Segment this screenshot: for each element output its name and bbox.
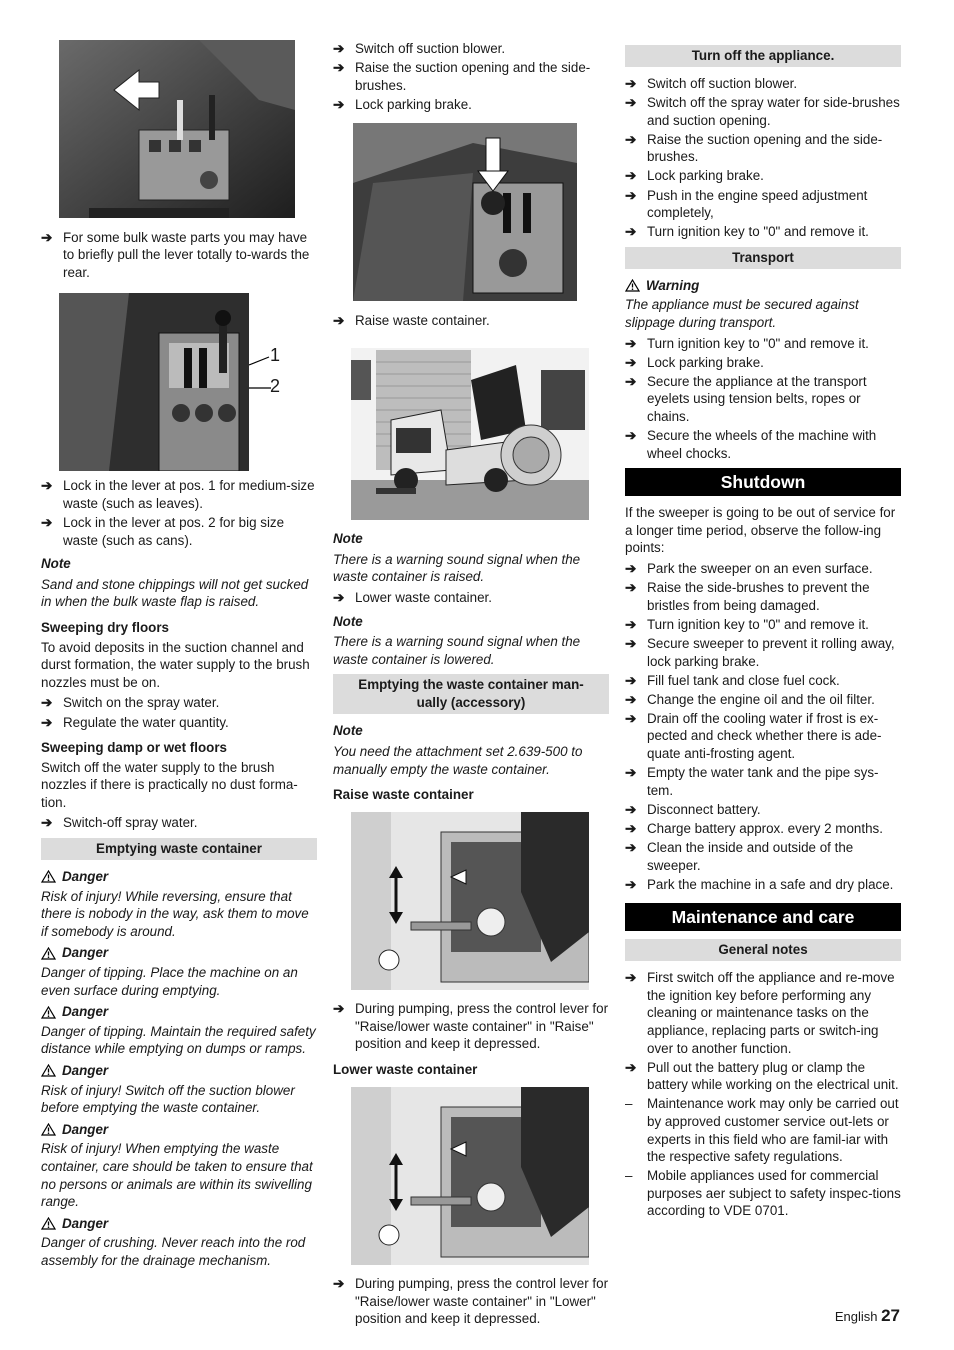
section-heading-general-notes: General notes [625,939,901,961]
section-heading-transport: Transport [625,247,901,269]
arrow-right-icon: ➔ [625,580,637,596]
arrow-right-icon: ➔ [625,131,637,147]
note-text: There is a warning sound signal when the waste container is raised. [333,551,581,585]
bullet-item: ➔ Regulate the water quantity. [41,714,229,730]
danger-label: Danger [41,944,317,962]
arrow-right-icon: ➔ [625,635,637,651]
warning-triangle-icon [41,870,56,883]
danger-text: Risk of injury! When emptying the waste container, care should be taken to ensure that no persons or animals are within its swivelling range. [41,1141,313,1210]
photo-pump-lower [351,1087,609,1270]
arrow-right-icon: ➔ [625,970,637,986]
shutdown-list [625,560,901,893]
danger-text: Danger of tipping. Place the machine on an even surface during emptying. [41,965,298,998]
callout-label-2: 2 [270,376,281,397]
note-label: Note [333,723,363,739]
bullet-item: ➔ Empty the water tank and the pipe sys-tem. [625,765,879,798]
warning-label: Warning [625,277,901,295]
note-label: Note [41,556,71,572]
section-heading-manual-emptying: Emptying the waste container man-ually (accessory) [333,674,609,714]
bullet-item: ➔ Lock in the lever at pos. 1 for medium-size waste (such as leaves). [41,478,315,511]
bullet-item: ➔ Switch off the spray water for side-brushes and suction opening. [625,95,900,128]
bullet-item: ➔ Secure the wheels of the machine with wheel chocks. [625,428,877,461]
arrow-right-icon: ➔ [333,41,345,56]
bullet-item: ➔ Secure the appliance at the transport eyelets using tension belts, ropes or chains. [625,373,867,424]
danger-text: Danger of crushing. Never reach into the rod assembly for the drainage mechanism. [41,1235,306,1268]
arrow-right-icon: ➔ [625,76,637,91]
arrow-right-icon: ➔ [625,187,637,203]
warning-text: The appliance must be secured against slippage during transport. [625,297,859,331]
arrow-right-icon: ➔ [41,515,53,531]
danger-text: Risk of injury! While reversing, ensure that there is nobody in the way, ask them to move if somebody is around. [41,888,309,939]
arrow-right-icon: ➔ [625,224,637,240]
bullet-item: ➔ Drain off the cooling water if frost is ex-pected and check whether there is ade-quate anti-frosting agent. [625,710,882,761]
column-right [625,40,901,1222]
warning-triangle-icon [41,1123,56,1136]
warning-triangle-icon [41,1006,56,1019]
arrow-right-icon: ➔ [625,876,637,892]
bullet-item: ➔ Switch-off spray water. [41,815,198,831]
bullet-item: ➔ First switch off the appliance and re-move the ignition key before performing any cleaning or maintenance tasks on the appliance, replacing parts or switch-ing over to another function. [625,970,895,1056]
chapter-heading-maintenance: Maintenance and care [625,903,901,931]
section-heading-emptying: Emptying waste container [41,838,317,860]
arrow-right-icon: ➔ [625,820,637,836]
bullet-item: ➔ During pumping, press the control lever for "Raise/lower waste container" in "Lower" position and keep it depressed. [333,1276,609,1327]
arrow-right-icon: ➔ [333,60,345,76]
bullet-item: ➔ Pull out the battery plug or clamp the battery while working on the electrical unit. [625,1059,899,1093]
arrow-right-icon: ➔ [625,710,637,726]
arrow-right-icon: ➔ [625,801,637,817]
paragraph: If the sweeper is going to be out of service for a longer time period, observe the follow-ing points: [625,505,896,556]
bullet-item: ➔ Park the sweeper on an even surface. [625,561,873,577]
note-label: Note [333,531,363,547]
arrow-right-icon: ➔ [625,428,637,444]
arrow-right-icon: ➔ [333,96,345,112]
paragraph: To avoid deposits in the suction channel and durst formation, the water supply to the brush nozzles must be on. [41,639,310,690]
warning-triangle-icon [41,1217,56,1230]
arrow-right-icon: ➔ [625,561,637,577]
arrow-right-icon: ➔ [625,765,637,781]
subheading-wet-floors: Sweeping damp or wet floors [41,740,228,756]
bullet-item: ➔ Raise the suction opening and the side-brushes. [333,60,591,93]
bullet-item: ➔ Lock parking brake. [625,168,764,184]
bullet-item: ➔ Lock parking brake. [625,354,764,370]
danger-label: Danger [41,1003,317,1021]
arrow-right-icon: ➔ [625,839,637,855]
bullet-item: ➔ Raise the suction opening and the side-brushes. [625,131,883,165]
warning-triangle-icon [41,1064,56,1077]
arrow-right-icon: ➔ [625,691,637,707]
dash-item: – Mobile appliances used for commercial purposes aer subject to safety inspec-tions according to VDE 0701. [625,1168,901,1219]
photo-lever-pull [59,40,317,223]
arrow-right-icon: ➔ [625,95,637,111]
transport-list [625,335,901,463]
bullet-item: ➔ Lock in the lever at pos. 2 for big size waste (such as cans). [41,515,285,548]
chapter-heading-shutdown: Shutdown [625,468,901,496]
subheading-raise-container: Raise waste container [333,787,474,803]
note-text: There is a warning sound signal when the waste container is lowered. [333,634,581,667]
bullet-item: ➔ Charge battery approx. every 2 months. [625,820,883,836]
danger-list [41,868,317,1269]
bullet-item: ➔ During pumping, press the control lever for "Raise/lower waste container" in "Raise" position and keep it depressed. [333,1001,609,1052]
section-heading-turn-off: Turn off the appliance. [625,45,901,67]
column-left [41,40,317,1273]
bullet-item: ➔ Switch off suction blower. [625,76,798,91]
photo-pump-raise [351,812,609,995]
footer-language: English [834,1309,878,1324]
arrow-right-icon: ➔ [333,1001,345,1017]
bullet-item: ➔ Change the engine oil and the oil filter. [625,691,875,707]
danger-label: Danger [41,1215,317,1233]
danger-text: Danger of tipping. Maintain the required safety distance while emptying on dumps or ramps. [41,1023,316,1057]
bullet-item: ➔ Park the machine in a safe and dry place. [625,876,894,892]
note-text: You need the attachment set 2.639-500 to manually empty the waste container. [333,743,583,777]
photo-operator-lever [353,123,609,306]
arrow-right-icon: ➔ [333,1276,345,1292]
bullet-item: ➔ Disconnect battery. [625,801,761,817]
subheading-lower-container: Lower waste container [333,1062,478,1078]
bullet-item: ➔ Fill fuel tank and close fuel cock. [625,672,840,688]
danger-label: Danger [41,868,317,886]
bullet-item: ➔ Turn ignition key to "0" and remove it. [625,224,869,240]
arrow-right-icon: ➔ [333,589,345,605]
note-text: Sand and stone chippings will not get sucked in when the bulk waste flap is raised. [41,576,309,610]
arrow-right-icon: ➔ [41,714,53,730]
danger-text: Risk of injury! Switch off the suction blower before emptying the waste container. [41,1082,295,1116]
bullet-item: ➔ Switch on the spray water. [41,695,220,711]
bullet-item: ➔ Raise waste container. [333,312,490,328]
warning-triangle-icon [625,279,640,292]
arrow-right-icon: ➔ [625,168,637,184]
bullet-item: ➔ Turn ignition key to "0" and remove it. [625,335,869,351]
bullet-item: ➔ Lock parking brake. [333,96,472,112]
bullet-item: ➔ Lower waste container. [333,589,492,605]
arrow-right-icon: ➔ [625,335,637,351]
bullet-item: ➔ Switch off suction blower. [333,41,506,56]
bullet-item: ➔ Turn ignition key to "0" and remove it. [625,616,869,632]
callout-label-1: 1 [270,345,281,366]
danger-label: Danger [41,1121,317,1139]
turn-off-list [625,75,901,241]
bullet-item: ➔ Secure sweeper to prevent it rolling away, lock parking brake. [625,635,895,669]
arrow-right-icon: ➔ [41,229,53,245]
arrow-right-icon: ➔ [625,672,637,688]
column-middle [333,40,609,1330]
photo-machine-container-raised [351,340,609,525]
arrow-right-icon: ➔ [41,815,53,831]
arrow-right-icon: ➔ [41,478,53,494]
danger-label: Danger [41,1062,317,1080]
arrow-right-icon: ➔ [625,373,637,389]
arrow-right-icon: ➔ [625,354,637,370]
subheading-dry-floors: Sweeping dry floors [41,620,169,636]
note-label: Note [333,613,363,629]
page-number: 27 [881,1306,900,1325]
bullet-item: ➔ Push in the engine speed adjustment completely, [625,187,868,221]
arrow-right-icon: ➔ [333,312,345,328]
dash-item: – Maintenance work may only be carried out by approved customer service out-lets or experts in this field who are famil-iar with the respective safety regulations. [625,1096,899,1165]
warning-triangle-icon [41,947,56,960]
bullet-item: ➔ Clean the inside and outside of the sweeper. [625,839,854,873]
arrow-right-icon: ➔ [625,1059,637,1075]
paragraph: Switch off the water supply to the brush nozzles if there is practically no dust forma-tion. [41,759,298,810]
photo-lever-positions [59,293,299,471]
arrow-right-icon: ➔ [625,616,637,632]
bullet-item: ➔ Raise the side-brushes to prevent the bristles from being damaged. [625,580,870,613]
arrow-right-icon: ➔ [41,695,53,711]
bullet-item: ➔ For some bulk waste parts you may have to briefly pull the lever totally to-wards the rear. [41,229,310,280]
page-footer [835,1307,900,1326]
